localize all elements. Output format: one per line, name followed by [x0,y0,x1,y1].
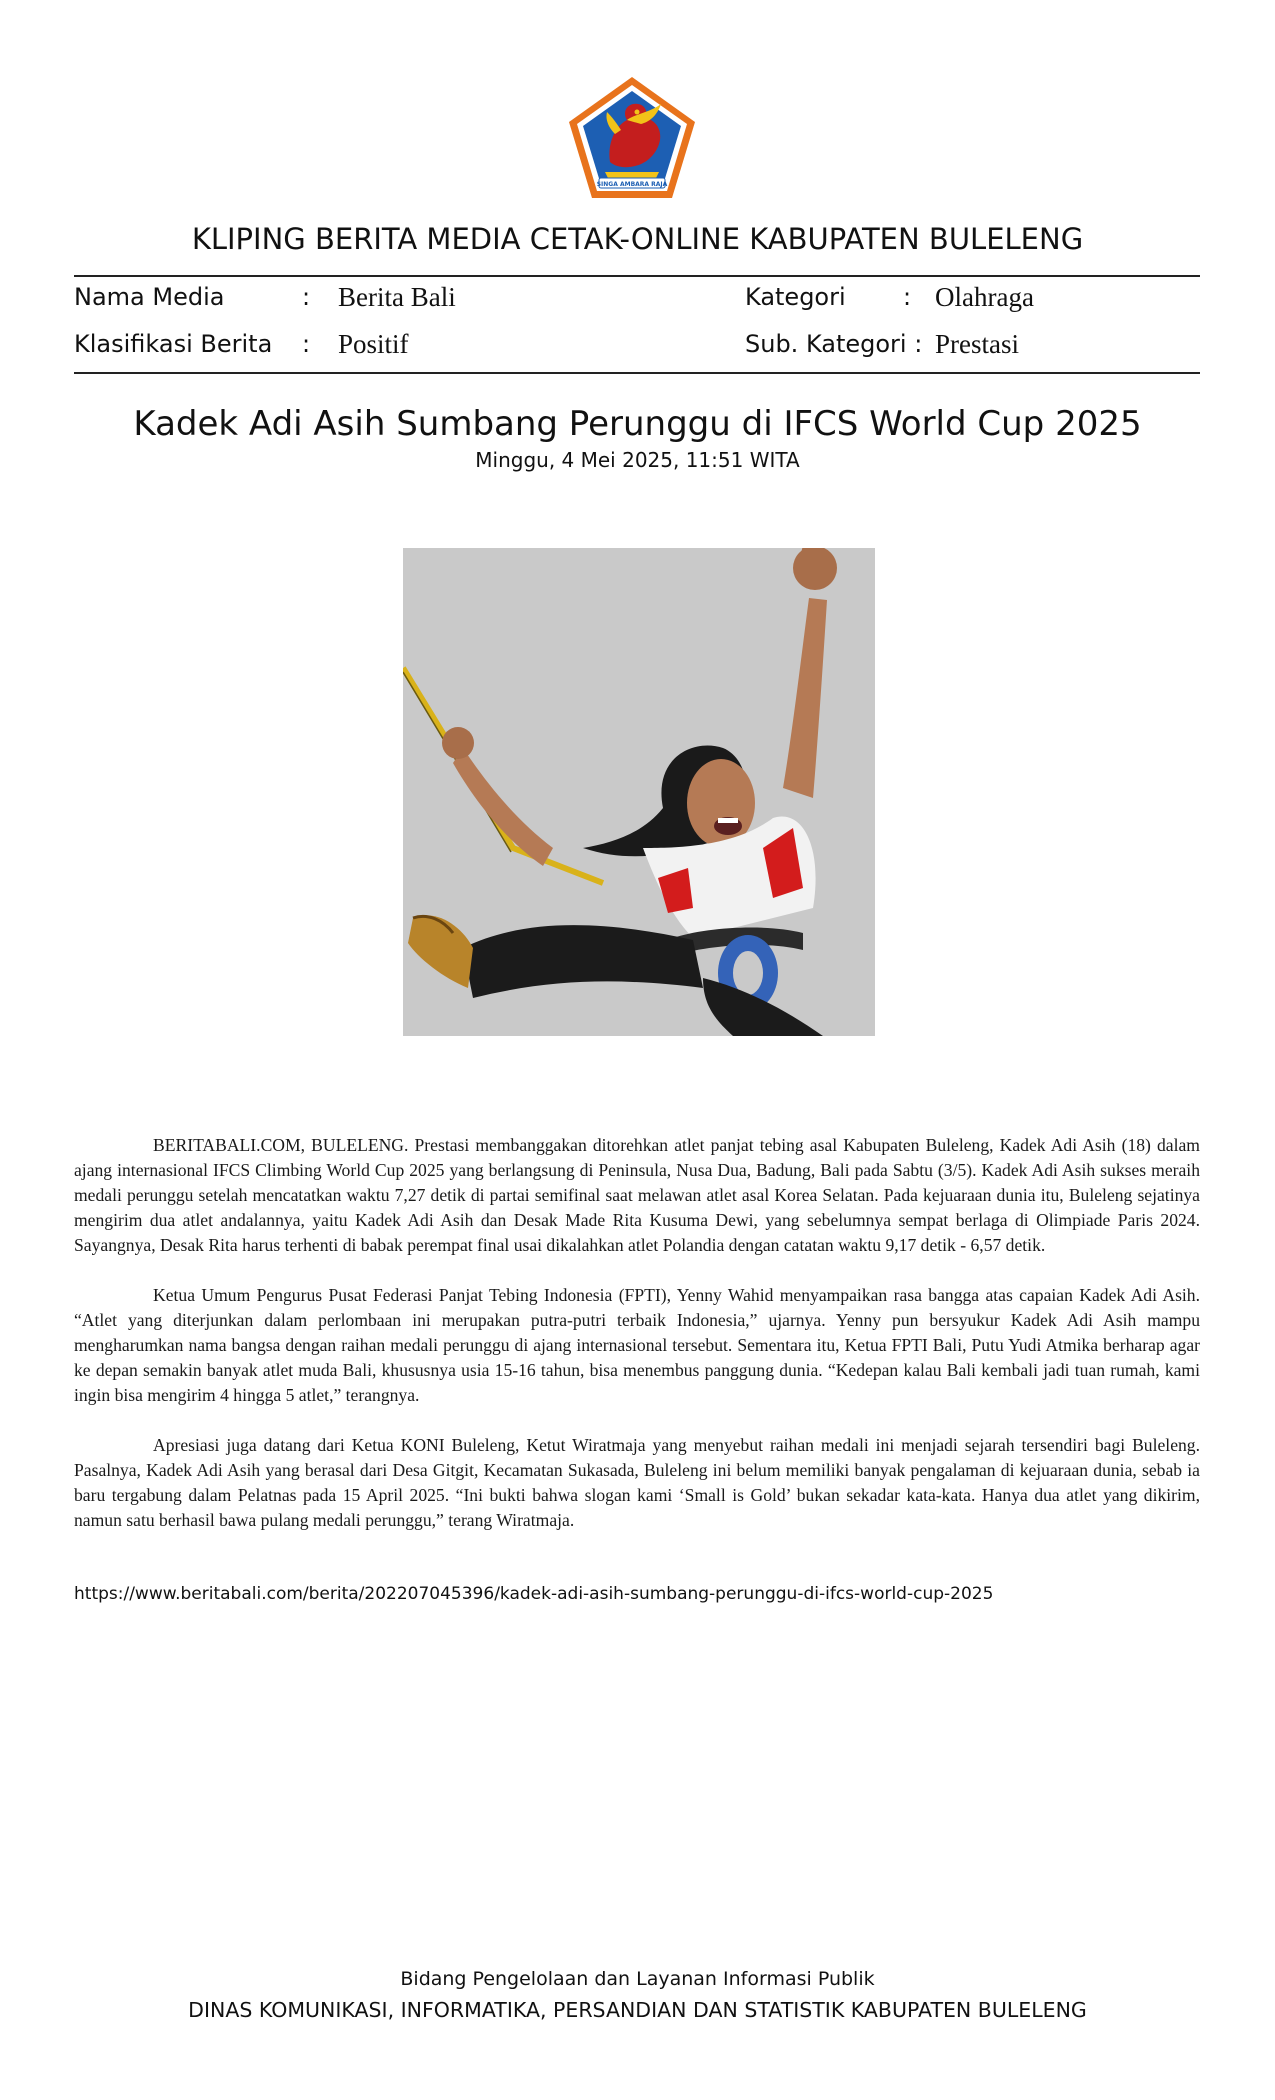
logo-caption: SINGA AMBARA RAJA [596,181,668,188]
top-divider [74,275,1200,277]
klasifikasi-colon: : [302,330,311,358]
footer-department: Bidang Pengelolaan dan Layanan Informasi Publik [400,1968,875,1990]
klasifikasi-label: Klasifikasi Berita [74,330,273,358]
kliping-title: KLIPING BERITA MEDIA CETAK-ONLINE KABUPATEN BULELENG [191,222,1084,256]
buleleng-crest-logo [565,74,699,202]
article-paragraph: BERITABALI.COM, BULELENG. Prestasi membanggakan ditorehkan atlet panjat tebing asal Kabupaten Buleleng, Kadek Adi Asih (18) dalam ajang internasional IFCS Climbing World Cup 2025 yang berlangsung di Peninsula, Nusa Dua, Badung, Bali pada Sabtu (3/5). Kadek Adi Asih sukses meraih medali perunggu setelah mencatatkan waktu 7,27 detik di partai semifinal saat melawan atlet asal Korea Selatan. Pada kejuaraan dunia itu, Buleleng sejatinya mengirim dua atlet andalannya, yaitu Kadek Adi Asih dan Desak Made Rita Kusuma Dewi, yang sebelumnya sempat berlaga di Olimpiade Paris 2024. Sayangnya, Desak Rita harus terhenti di babak perempat final usai dikalahkan atlet Polandia dengan catatan waktu 9,17 detik - 6,57 detik. [74,1135,1200,1255]
article-paragraph: Ketua Umum Pengurus Pusat Federasi Panjat Tebing Indonesia (FPTI), Yenny Wahid menyampaikan rasa bangga atas capaian Kadek Adi Asih. “Atlet yang diterjunkan dalam perlombaan ini merupakan putra-putri terbaik Indonesia,” ujarnya. Yenny pun bersyukur Kadek Adi Asih mampu mengharumkan nama bangsa dengan raihan medali perunggu di ajang internasional tersebut. Sementara itu, Ketua FPTI Bali, Putu Yudi Atmika berharap agar ke depan semakin banyak atlet muda Bali, khususnya usia 15-16 tahun, bisa menembus panggung dunia. “Kedepan kalau Bali kembali jadi tuan rumah, kami ingin bisa mengirim 4 hingga 5 atlet,” terangnya. [74,1285,1200,1405]
nama-media-value: Berita Bali [338,282,456,312]
sub-kategori-label: Sub. Kategori : [745,330,923,358]
klasifikasi-value: Positif [338,329,409,359]
kategori-colon: : [903,283,912,311]
source-url: https://www.beritabali.com/berita/202207045396/kadek-adi-asih-sumbang-perunggu-di-ifcs-world-cup-2025 [74,1584,994,1604]
footer-agency: DINAS KOMUNIKASI, INFORMATIKA, PERSANDIAN DAN STATISTIK KABUPATEN BULELENG [188,1998,1087,2022]
bottom-divider [74,372,1200,374]
article-photo [403,548,875,1036]
kategori-label: Kategori [745,283,846,311]
nama-media-label: Nama Media [74,283,225,311]
article-dateline: Minggu, 4 Mei 2025, 11:51 WITA [475,448,800,472]
sub-kategori-value: Prestasi [935,329,1019,359]
kategori-value: Olahraga [935,282,1034,312]
article-headline: Kadek Adi Asih Sumbang Perunggu di IFCS World Cup 2025 [133,404,1142,444]
article-paragraph: Apresiasi juga datang dari Ketua KONI Buleleng, Ketut Wiratmaja yang menyebut raihan medali ini menjadi sejarah tersendiri bagi Buleleng. Pasalnya, Kadek Adi Asih yang berasal dari Desa Gitgit, Kecamatan Sukasada, Buleleng ini belum memiliki banyak pengalaman di kejuaraan dunia, sebab ia baru tergabung dalam Pelatnas pada 15 April 2025. “Ini bukti bahwa slogan kami ‘Small is Gold’ bukan sekadar kata-kata. Hanya dua atlet yang dikirim, namun satu berhasil bawa pulang medali perunggu,” terang Wiratmaja. [74,1435,1200,1530]
article-body [74,1133,1200,1558]
nama-media-colon: : [302,283,311,311]
